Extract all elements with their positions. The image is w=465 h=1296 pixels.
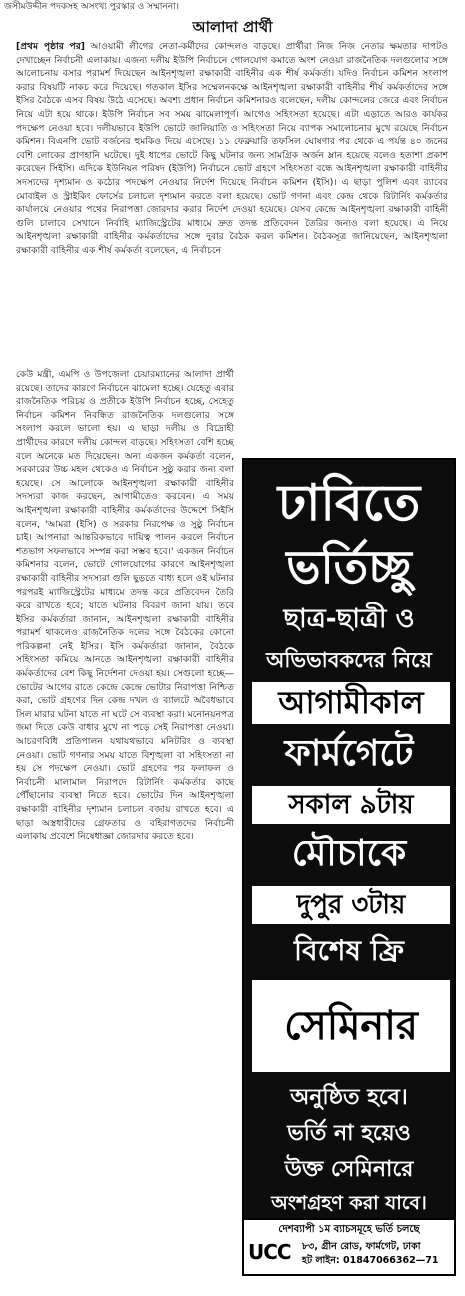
ad-line-can-participate: অংশগ্রহণ করা যাবে। bbox=[271, 1192, 427, 1214]
ad-line-said-seminar: উক্ত সেমিনারে bbox=[284, 1157, 414, 1182]
ad-line-students: ছাত্র-ছাত্রী ও bbox=[283, 604, 415, 634]
ad-line-guardians: অভিভাবকদের নিয়ে bbox=[266, 648, 432, 672]
ad-line-will-be-held: অনুষ্ঠিত হবে। bbox=[290, 1085, 408, 1110]
article-body-top bbox=[16, 40, 448, 258]
article-headline: আলাদা প্রার্থী bbox=[192, 18, 273, 36]
ad-line-noon-time: দুপুর ৩টায় bbox=[252, 886, 450, 924]
ad-line-tomorrow: আগামীকাল bbox=[252, 682, 450, 724]
ad-admission-notice: দেশব্যাপী ১ম ব্যাচসমূহে ভর্তি চলছে bbox=[278, 1224, 420, 1235]
coaching-advertisement bbox=[242, 458, 456, 1276]
ad-line-special-free: বিশেষ ফ্রি bbox=[294, 934, 404, 967]
ad-hotline: হট লাইন: 01847066362—71 bbox=[302, 1255, 439, 1266]
ad-contact-footer bbox=[244, 1218, 454, 1274]
ad-line-without-admission: ভর্তি না হয়েও bbox=[287, 1121, 411, 1146]
continued-from-reference: [প্রথম পৃষ্ঠার পর] bbox=[16, 41, 86, 52]
ad-line-seminar: সেমিনার bbox=[252, 980, 450, 1072]
article-column bbox=[16, 368, 234, 1288]
article-intro-text: আওয়ামী লীগের নেতা-কর্মীদের কোন্দলও বাড়ছে। প্রার্থীরা নিজ নিজ নেতার ক্ষমতার দাপটও দেখাচ্ছেন নির্বাচনী এলাকায়। এজন্য দলীয় ইউপি নির্বাচনে গোলযোগ কমাতে অংশ নেওয়া রাজনৈতিক দলগুলোর সঙ্গে আলোচনায় বসার পরামর্শ দিয়েছেন আইনশৃঙ্খলা রক্ষাকারী বাহিনীর এক শীর্ষ কর্মকর্তা। যদিও নির্বাচন কমিশন সংলাপ করার বিষয়টি নাকচ করে দিয়েছে। গতকাল ইসির সম্মেলনকক্ষে আইনশৃঙ্খলা রক্ষাকারী বাহিনীর শীর্ষ কর্মকর্তাদের সঙ্গে ইসির বৈঠকে এসব বিষয় উঠে এসেছে। অবশ্য প্রধান নির্বাচন কমিশনারও বলেছেন, দলীয় কোন্দলের জেরে এবং নির্বাচন নিয়ে এটা হয়ে থাকে। ইউপি নির্বাচন সব সময় ঝামেলাপূর্ণ। আগেও সহিংসতা হয়েছে। এটা এড়াতে আরও কার্যকর পদক্ষেপ নেওয়া হবে। দলীয়ভাবে ইউপি ভোটে জালিয়াতি ও সহিংসতা নিয়ে ব্যাপক সমালোচনার মুখে রয়েছে নির্বাচন কমিশন। বিএনপি ভোট বর্জনের হুমকিও দিয়ে এসেছে। ১১ ফেব্রুয়ারি তফসিল ঘোষণার পর থেকে এ পর্যন্ত ৪০ জনের বেশি লোকের প্রাণহানি ঘটেছে। দুই ধাপের ভোটে কিছু ঘটনার জন্য সামগ্রিক অর্জন ম্লান হয়েছে বলেও হতাশা প্রকাশ করেছেন সিইসি। এদিকে ইউনিয়ন পরিষদ (ইউপি) নির্বাচনে ভোট গ্রহণে সহিংসতা বন্ধে আইনশৃঙ্খলা রক্ষাকারী বাহিনীর সদস্যদের দৃশ্যমান ও কঠোর পদক্ষেপ নেওয়ার নির্দেশ দিয়েছে নির্বাচন কমিশন (ইসি)। এ ছাড়া পুলিশ এবং র‍্যাবের মোবাইল ও স্ট্রাইকিং ফোর্সের চলাচল দৃশ্যমান করতে বলা হয়েছে। ভোট গণনা এবং কেন্দ্র থেকে রিটার্নিং কর্মকর্তার কার্যালয়ে নেওয়ার পথের নিরাপত্তা জোরদার করার নির্দেশ দেওয়া হয়েছে। যেসব কেন্দ্রে আইনশৃঙ্খলা রক্ষাকারী বাহিনী গুলি চালাবে সেখানে নির্বাহি ম্যাজিস্ট্রেটের মাধ্যমে দ্রুত তদন্ত প্রতিবেদন তৈরির জন্যও বলা হয়েছে। এ নিয়ে আইনশৃঙ্খলা রক্ষাকারী বাহিনীর কর্মকর্তাদের সঙ্গে দুবার বৈঠক করল কমিশন। বৈঠকসূত্র জানিয়েছেন, আইনশৃঙ্খলা রক্ষাকারী বাহিনীর এক শীর্ষ কর্মকর্তা বলেছেন, এ নির্বাচনে bbox=[16, 41, 449, 256]
ad-line-bhortichchhu: ভর্তিচ্ছু bbox=[286, 540, 412, 594]
ucc-logo: UCC bbox=[248, 1240, 291, 1264]
previous-article-tail: জসীমউদ্দীন পদকসহ অসংখ্য পুরস্কার ও সম্মাননা। bbox=[4, 2, 179, 12]
ad-line-morning-time: সকাল ৯টায় bbox=[252, 786, 450, 824]
ad-line-farmgate: ফার্মগেটে bbox=[284, 733, 414, 774]
ad-address: ৮৩, গ্রীন রোড, ফার্মগেট, ঢাকা bbox=[302, 1241, 421, 1252]
article-column-text: কেউ মন্ত্রী, এমপি ও উপজেলা চেয়ারম্যানের আলাদা প্রার্থী রয়েছে। তাদের কারণে নির্বাচনে ঝামেলা হচ্ছে। যেহেতু এবার রাজনৈতিক পরিচয় ও প্রতীকে ইউপি নির্বাচন হচ্ছে, সেহেতু নির্বাচন কমিশন নিবন্ধিত রাজনৈতিক দলগুলোর সঙ্গে সংলাপ করলে ভালো হয়। এ ছাড়া দলীয় ও বিদ্রোহী প্রার্থীদের কারণে দলীয় কোন্দল বাড়ছে। সহিংসতা বেশি হচ্ছে বলে অনেকে মত দিয়েছেন। অন্য একজন কর্মকর্তা বলেন, সরকারের উচ্চ মহল থেকেও এ নির্বাচন সুষ্ঠু করার জন্য বলা হয়েছে। সে আলোকে আইনশৃঙ্খলা রক্ষাকারী বাহিনীর সদস্যরা কাজ করছেন, আগামীতেও করবেন। এ সময় আইনশৃঙ্খলা রক্ষাকারী বাহিনীর কর্মকর্তাদের উদ্দেশে সিইসি বলেন, 'আমরা (ইসি) ও সরকার নিরপেক্ষ ও সুষ্ঠু নির্বাচন চাই। আপনারা আন্তরিকভাবে দায়িত্ব পালন করলে নির্বাচন শতভাগ সফলভাবে সম্পন্ন করা সম্ভব হবে।' একজন নির্বাচন কমিশনার বলেন, ভোটে গোলযোগের কারণে আইনশৃঙ্খলা রক্ষাকারী বাহিনীর সদস্যরা গুলি ছুড়তে বাধ্য হলে ওই ঘটনার পরপরই ম্যাজিস্ট্রেটের মাধ্যমে তদন্ত করে প্রতিবেদন তৈরি করে রাখতে হবে; যাতে ঘটনার বিবরণ জানা যায়। তবে ইসির কর্মকর্তারা জানান, আইনশৃঙ্খলা রক্ষাকারী বাহিনীর পরামর্শ থাকলেও রাজনৈতিক দলের সঙ্গে বৈঠকের কোনো পরিকল্পনা নেই ইসির। ইসি কর্মকর্তারা জানান, বৈঠকে সহিংসতা কমিয়ে আনতে আইনশৃঙ্খলা রক্ষাকারী বাহিনীর কর্মকর্তাদের বেশ কিছু নির্দেশনা দেওয়া হয়। সেগুলো হচ্ছে— ভোটের আগের রাতে কেন্দ্রে কেন্দ্রে ভোটার নিরাপত্তা নিশ্চিত করা, ভোট গ্রহণের দিন কেন্দ্র দখল ও ব্যালটে অবৈধভাবে সিল মারার ঘটনা যাতে না ঘটে সে ব্যবস্থা করা। মনোনয়নপত্র জমা দিতে কেউ বাধার মুখে না পড়ে সেই নিরাপত্তা নেওয়া। আচরণবিধি প্রতিপালন যথাযথভাবে মনিটরিং ও ব্যবস্থা নেওয়া। ভোট গণনার সময় যাতে বিশৃঙ্খলা বা সহিংসতা না হয় সে পদক্ষেপ নেওয়া। ভোট গ্রহণের পর ফলাফল ও নির্বাচনী মালামাল নিরাপদে রিটার্নিং কর্মকর্তার কাছে পৌঁছানোর ব্যবস্থা নিতে হবে। ভোটের দিন আইনশৃঙ্খলা রক্ষাকারী বাহিনীর দৃশ্যমান চলাচল বজায় রাখতে হবে। এ ছাড়া অস্ত্রধারীদের গ্রেফতার ও বহিরাগতদের নির্বাচনী এলাকায় প্রবেশে নিষেধাজ্ঞা জোরদার করতে হবে। bbox=[16, 369, 234, 843]
ad-line-mouchak: মৌচাকে bbox=[291, 833, 407, 874]
ad-line-dhabite: ঢাবিতে bbox=[277, 474, 421, 532]
